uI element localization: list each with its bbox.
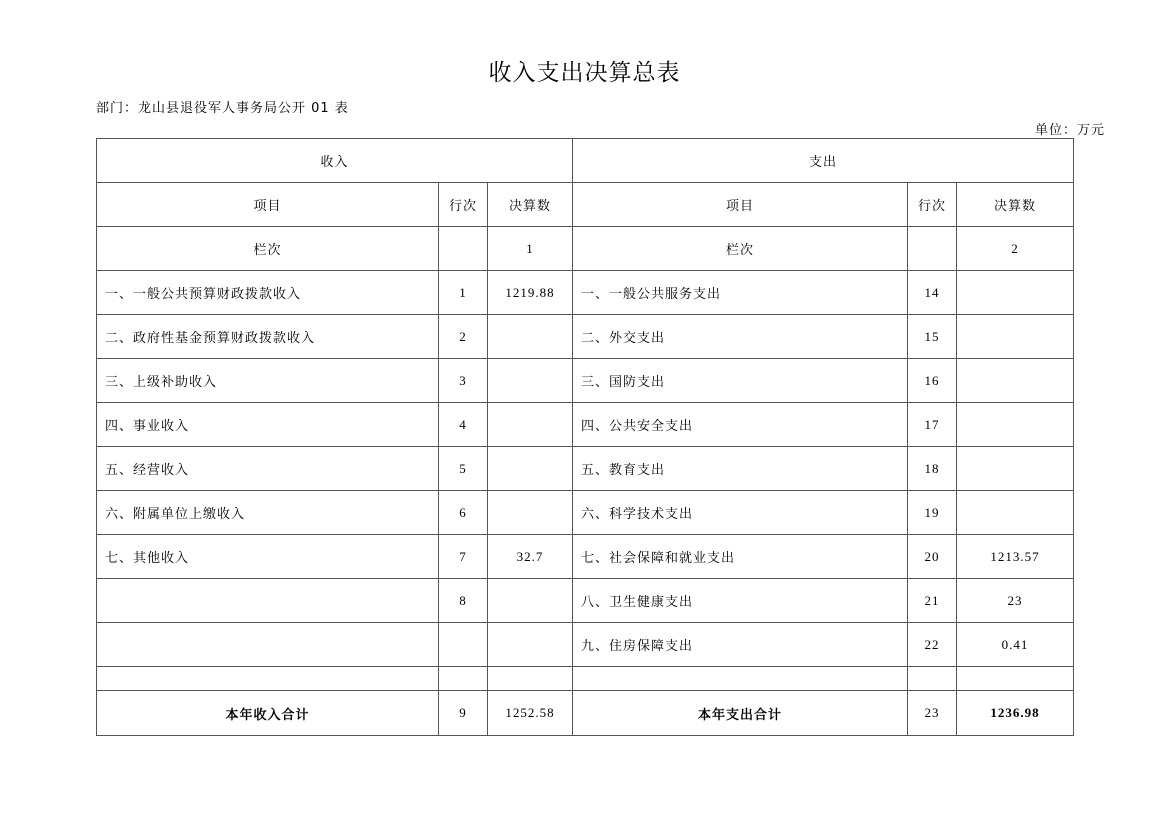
column-number-row — [97, 227, 1074, 271]
blank-cell — [908, 667, 957, 691]
income-total-row-no: 9 — [439, 691, 488, 736]
expense-row-no: 21 — [908, 579, 957, 623]
expense-item: 四、公共安全支出 — [573, 403, 908, 447]
page-title: 收入支出决算总表 — [488, 60, 681, 86]
income-item: 四、事业收入 — [97, 403, 439, 447]
income-row-no: 8 — [439, 579, 488, 623]
income-column-label: 栏次 — [97, 227, 439, 271]
expense-column-number: 2 — [957, 227, 1074, 271]
expense-amount — [957, 447, 1074, 491]
expense-amount: 23 — [957, 579, 1074, 623]
expense-item: 九、住房保障支出 — [573, 623, 908, 667]
expense-total-amount: 1236.98 — [957, 691, 1074, 736]
expense-amount: 1213.57 — [957, 535, 1074, 579]
blank-row — [97, 667, 1074, 691]
expense-amount: 0.41 — [957, 623, 1074, 667]
income-item: 一、一般公共预算财政拨款收入 — [97, 271, 439, 315]
income-amount-header: 决算数 — [488, 183, 573, 227]
income-column-blank — [439, 227, 488, 271]
expense-amount — [957, 271, 1074, 315]
income-row-no: 7 — [439, 535, 488, 579]
income-item — [97, 623, 439, 667]
table-row — [97, 579, 1074, 623]
income-amount — [488, 315, 573, 359]
expense-amount — [957, 403, 1074, 447]
table-row — [97, 447, 1074, 491]
expense-amount — [957, 491, 1074, 535]
expense-row-no: 19 — [908, 491, 957, 535]
income-row-no: 6 — [439, 491, 488, 535]
expense-row-no: 16 — [908, 359, 957, 403]
expense-item: 八、卫生健康支出 — [573, 579, 908, 623]
income-row-no: 1 — [439, 271, 488, 315]
income-amount — [488, 491, 573, 535]
blank-cell — [97, 667, 439, 691]
expense-amount — [957, 315, 1074, 359]
income-amount — [488, 403, 573, 447]
income-item: 二、政府性基金预算财政拨款收入 — [97, 315, 439, 359]
income-row-no — [439, 623, 488, 667]
table-row — [97, 359, 1074, 403]
expense-row-no: 20 — [908, 535, 957, 579]
income-amount: 1219.88 — [488, 271, 573, 315]
expense-column-blank — [908, 227, 957, 271]
expense-row-no: 15 — [908, 315, 957, 359]
table-row — [97, 491, 1074, 535]
table-row — [97, 623, 1074, 667]
income-expense-table — [96, 138, 1074, 736]
totals-row — [97, 691, 1074, 736]
expense-row-no: 18 — [908, 447, 957, 491]
blank-cell — [957, 667, 1074, 691]
income-total-label: 本年收入合计 — [97, 691, 439, 736]
expense-item: 六、科学技术支出 — [573, 491, 908, 535]
header-row-sections — [97, 139, 1074, 183]
expense-item: 三、国防支出 — [573, 359, 908, 403]
income-item: 五、经营收入 — [97, 447, 439, 491]
income-item: 七、其他收入 — [97, 535, 439, 579]
expense-item: 二、外交支出 — [573, 315, 908, 359]
income-header: 收入 — [97, 139, 573, 183]
blank-cell — [439, 667, 488, 691]
expense-item: 七、社会保障和就业支出 — [573, 535, 908, 579]
table-row — [97, 535, 1074, 579]
expense-amount — [957, 359, 1074, 403]
expense-amount-header: 决算数 — [957, 183, 1074, 227]
unit-label: 单位：万元 — [1034, 123, 1105, 138]
blank-cell — [488, 667, 573, 691]
blank-cell — [573, 667, 908, 691]
expense-item: 五、教育支出 — [573, 447, 908, 491]
income-amount — [488, 447, 573, 491]
income-row-no: 4 — [439, 403, 488, 447]
income-amount — [488, 623, 573, 667]
income-row-no: 5 — [439, 447, 488, 491]
table-row — [97, 315, 1074, 359]
income-item — [97, 579, 439, 623]
expense-item: 一、一般公共服务支出 — [573, 271, 908, 315]
header-row-columns — [97, 183, 1074, 227]
expense-item-header: 项目 — [573, 183, 908, 227]
income-total-amount: 1252.58 — [488, 691, 573, 736]
income-item: 六、附属单位上缴收入 — [97, 491, 439, 535]
expense-header: 支出 — [573, 139, 1074, 183]
income-item: 三、上级补助收入 — [97, 359, 439, 403]
expense-total-row-no: 23 — [908, 691, 957, 736]
income-amount — [488, 579, 573, 623]
expense-row-no-header: 行次 — [908, 183, 957, 227]
income-item-header: 项目 — [97, 183, 439, 227]
department-label: 部门：龙山县退役军人事务局公开 01 表 — [96, 101, 349, 116]
table-row — [97, 271, 1074, 315]
expense-row-no: 22 — [908, 623, 957, 667]
expense-total-label: 本年支出合计 — [573, 691, 908, 736]
income-amount — [488, 359, 573, 403]
income-row-no-header: 行次 — [439, 183, 488, 227]
table-row — [97, 403, 1074, 447]
expense-row-no: 14 — [908, 271, 957, 315]
income-row-no: 3 — [439, 359, 488, 403]
expense-column-label: 栏次 — [573, 227, 908, 271]
income-column-number: 1 — [488, 227, 573, 271]
expense-row-no: 17 — [908, 403, 957, 447]
income-row-no: 2 — [439, 315, 488, 359]
income-amount: 32.7 — [488, 535, 573, 579]
